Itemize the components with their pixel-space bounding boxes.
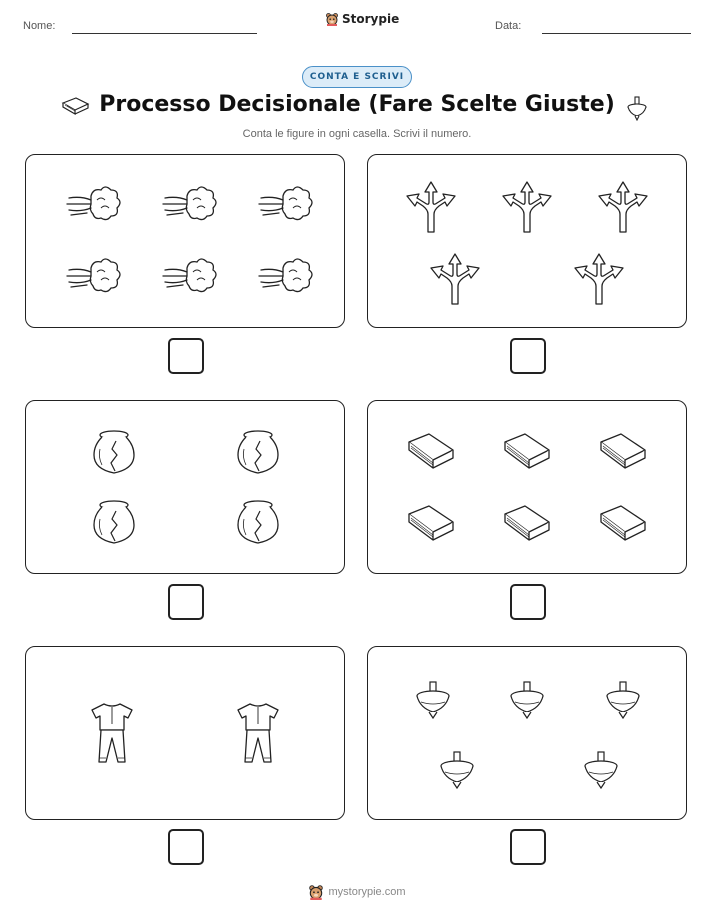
name-label: Nome: [23, 20, 56, 32]
crossroads-arrows-icon [503, 182, 551, 232]
bear-logo-icon [325, 12, 339, 26]
wind-icon [259, 187, 312, 220]
wind-icon [259, 259, 312, 292]
crossroads-arrows-icon [431, 254, 479, 304]
answer-box-3[interactable] [168, 584, 204, 620]
cracked-pot-icon [238, 431, 278, 473]
answer-box-2[interactable] [510, 338, 546, 374]
spinning-top-icon [626, 95, 648, 121]
book-icon [505, 506, 549, 540]
page-title: Processo Decisionale (Fare Scelte Giuste) [99, 92, 615, 117]
crossroads-arrows-icon [575, 254, 623, 304]
cracked-pot-icon [238, 501, 278, 543]
name-line[interactable] [72, 33, 257, 34]
spinning-top-icon [585, 752, 617, 788]
answer-box-5[interactable] [168, 829, 204, 865]
panel-6-pictures [367, 646, 687, 820]
cracked-pot-icon [94, 431, 134, 473]
book-icon [409, 506, 453, 540]
panel-3-pictures [25, 400, 345, 574]
spinning-top-icon [441, 752, 473, 788]
book-icon [409, 434, 453, 468]
brand [325, 12, 399, 26]
cracked-pot-icon [94, 501, 134, 543]
spinning-top-icon [417, 682, 449, 718]
panel-2-pictures [367, 154, 687, 328]
footer [0, 884, 714, 900]
wind-icon [67, 187, 120, 220]
spinning-top-icon [511, 682, 543, 718]
book-icon [601, 434, 645, 468]
book-icon [505, 434, 549, 468]
bear-logo-icon [308, 884, 324, 900]
crossroads-arrows-icon [407, 182, 455, 232]
answer-box-1[interactable] [168, 338, 204, 374]
panel-1-pictures [25, 154, 345, 328]
book-icon [601, 506, 645, 540]
date-label: Data: [495, 20, 522, 32]
crossroads-arrows-icon [599, 182, 647, 232]
wind-icon [67, 259, 120, 292]
answer-box-4[interactable] [510, 584, 546, 620]
footer-url: mystorypie.com [328, 886, 406, 898]
date-line[interactable] [542, 33, 691, 34]
worksheet-header [0, 0, 714, 50]
panel-5-pictures [25, 646, 345, 820]
answer-box-6[interactable] [510, 829, 546, 865]
spinning-top-icon [607, 682, 639, 718]
outfit-icon [92, 704, 132, 762]
wind-icon [163, 187, 216, 220]
activity-badge: CONTA E SCRIVI [302, 66, 412, 88]
instructions: Conta le figure in ogni casella. Scrivi il numero. [242, 128, 472, 140]
panel-4-pictures [367, 400, 687, 574]
brand-name: Storypie [342, 12, 400, 26]
outfit-icon [238, 704, 278, 762]
wind-icon [163, 259, 216, 292]
